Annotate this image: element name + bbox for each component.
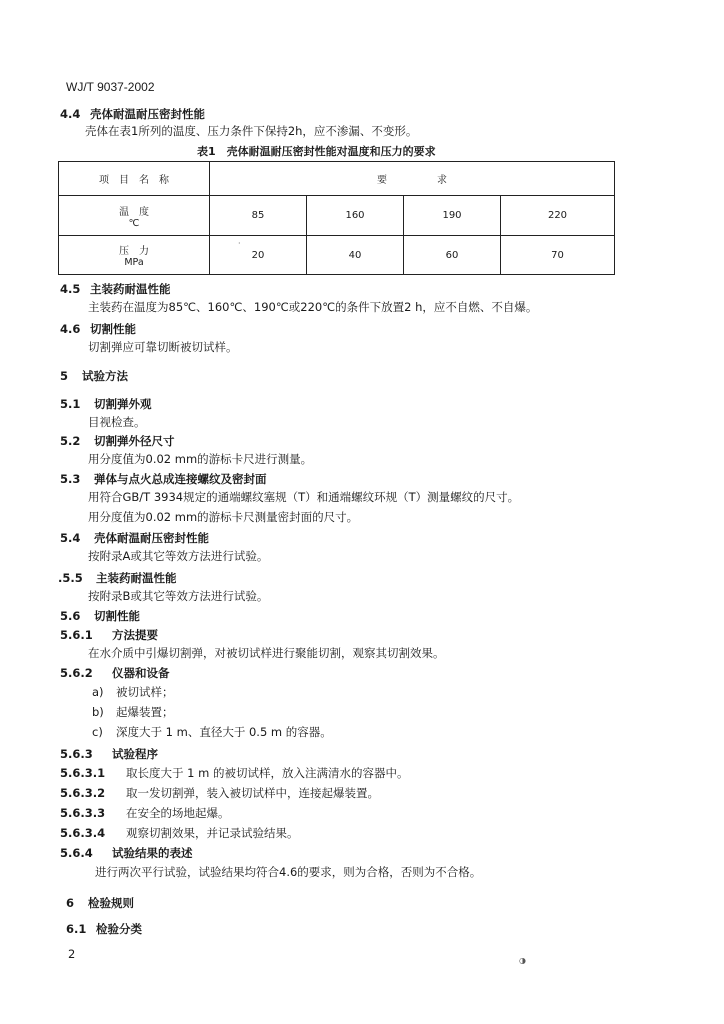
section-5-6-4-body: 进行两次平行试验，试验结果均符合4.6的要求，则为合格，否则为不合格。 [95, 865, 482, 879]
section-5-3-body-1: 用符合GB/T 3934规定的通端螺纹塞规（T）和通端螺纹环规（T）测量螺纹的尺寸。 [88, 490, 520, 504]
table-cell: 60 [404, 236, 501, 275]
section-4-5-heading: 4.5 主装药耐温性能 [60, 282, 171, 296]
col-header-requirement: 要 求 [210, 162, 615, 196]
section-4-5-body: 主装药在温度为85℃、160℃、190℃或220℃的条件下放置2 h，应不自燃、不自爆。 [88, 300, 538, 314]
section-5-3-body-2: 用分度值为0.02 mm的游标卡尺测量密封面的尺寸。 [88, 510, 359, 524]
list-item: c) 深度大于 1 m、直径大于 0.5 m 的容器。 [92, 725, 332, 739]
page-number: 2 [68, 947, 76, 961]
row-label-temperature: 温 度 ℃ [59, 196, 210, 236]
section-5-2-heading: 5.2 切割弹外径尺寸 [60, 434, 175, 448]
table-cell: 220 [501, 196, 615, 236]
section-5-6-1-body: 在水介质中引爆切割弹，对被切试样进行聚能切割，观察其切割效果。 [88, 646, 445, 660]
section-5-3-heading: 5.3 弹体与点火总成连接螺纹及密封面 [60, 472, 267, 486]
section-5-heading: 5 试验方法 [60, 369, 128, 383]
standard-number: WJ/T 9037-2002 [66, 80, 155, 94]
table-row [59, 236, 615, 275]
col-header-item: 项 目 名 称 [59, 162, 210, 196]
section-5-6-1-heading: 5.6.1 方法提要 [60, 628, 158, 642]
list-item: b) 起爆装置； [92, 705, 174, 719]
section-4-6-body: 切割弹应可靠切断被切试样。 [88, 340, 238, 354]
table-cell: 20 [210, 236, 307, 275]
list-item: a) 被切试样； [92, 685, 174, 699]
section-5-2-body: 用分度值为0.02 mm的游标卡尺进行测量。 [88, 452, 313, 466]
table-cell: 40 [307, 236, 404, 275]
table-cell: 160 [307, 196, 404, 236]
section-5-6-3-heading: 5.6.3 试验程序 [60, 747, 158, 761]
section-4-4-body: 壳体在表1所列的温度、压力条件下保持2h，应不渗漏、不变形。 [85, 124, 418, 138]
table-cell: 70 [501, 236, 615, 275]
requirements-table [58, 161, 615, 275]
section-5-6-4-heading: 5.6.4 试验结果的表述 [60, 846, 193, 860]
procedure-step: 5.6.3.4 观察切割效果，并记录试验结果。 [60, 826, 299, 840]
scan-mark: ◑ [519, 956, 526, 965]
table-caption: 表1 壳体耐温耐压密封性能对温度和压力的要求 [197, 145, 436, 158]
procedure-step: 5.6.3.2 取一发切割弹，装入被切试样中，连接起爆装置。 [60, 786, 379, 800]
table-row [59, 196, 615, 236]
section-5-1-heading: 5.1 切割弹外观 [60, 397, 152, 411]
section-5-1-body: 目视检查。 [88, 415, 146, 429]
section-6-1-heading: 6.1 检验分类 [66, 922, 142, 936]
section-6-heading: 6 检验规则 [66, 896, 134, 910]
procedure-step: 5.6.3.3 在安全的场地起爆。 [60, 806, 230, 820]
section-5-4-heading: 5.4 壳体耐温耐压密封性能 [60, 531, 209, 545]
section-5-6-heading: 5.6 切割性能 [60, 609, 140, 623]
section-5-4-body: 按附录A或其它等效方法进行试验。 [88, 549, 269, 563]
procedure-step: 5.6.3.1 取长度大于 1 m 的被切试样，放入注满清水的容器中。 [60, 766, 409, 780]
section-4-4-heading: 4.4 壳体耐温耐压密封性能 [60, 107, 205, 121]
section-5-5-heading: .5.5 主装药耐温性能 [58, 571, 177, 585]
scan-mark: · [238, 239, 241, 248]
section-4-6-heading: 4.6 切割性能 [60, 322, 136, 336]
section-5-6-2-heading: 5.6.2 仪器和设备 [60, 666, 170, 680]
section-5-5-body: 按附录B或其它等效方法进行试验。 [88, 589, 269, 603]
table-cell: 190 [404, 196, 501, 236]
row-label-pressure: 压 力 MPa [59, 236, 210, 275]
table-cell: 85 [210, 196, 307, 236]
